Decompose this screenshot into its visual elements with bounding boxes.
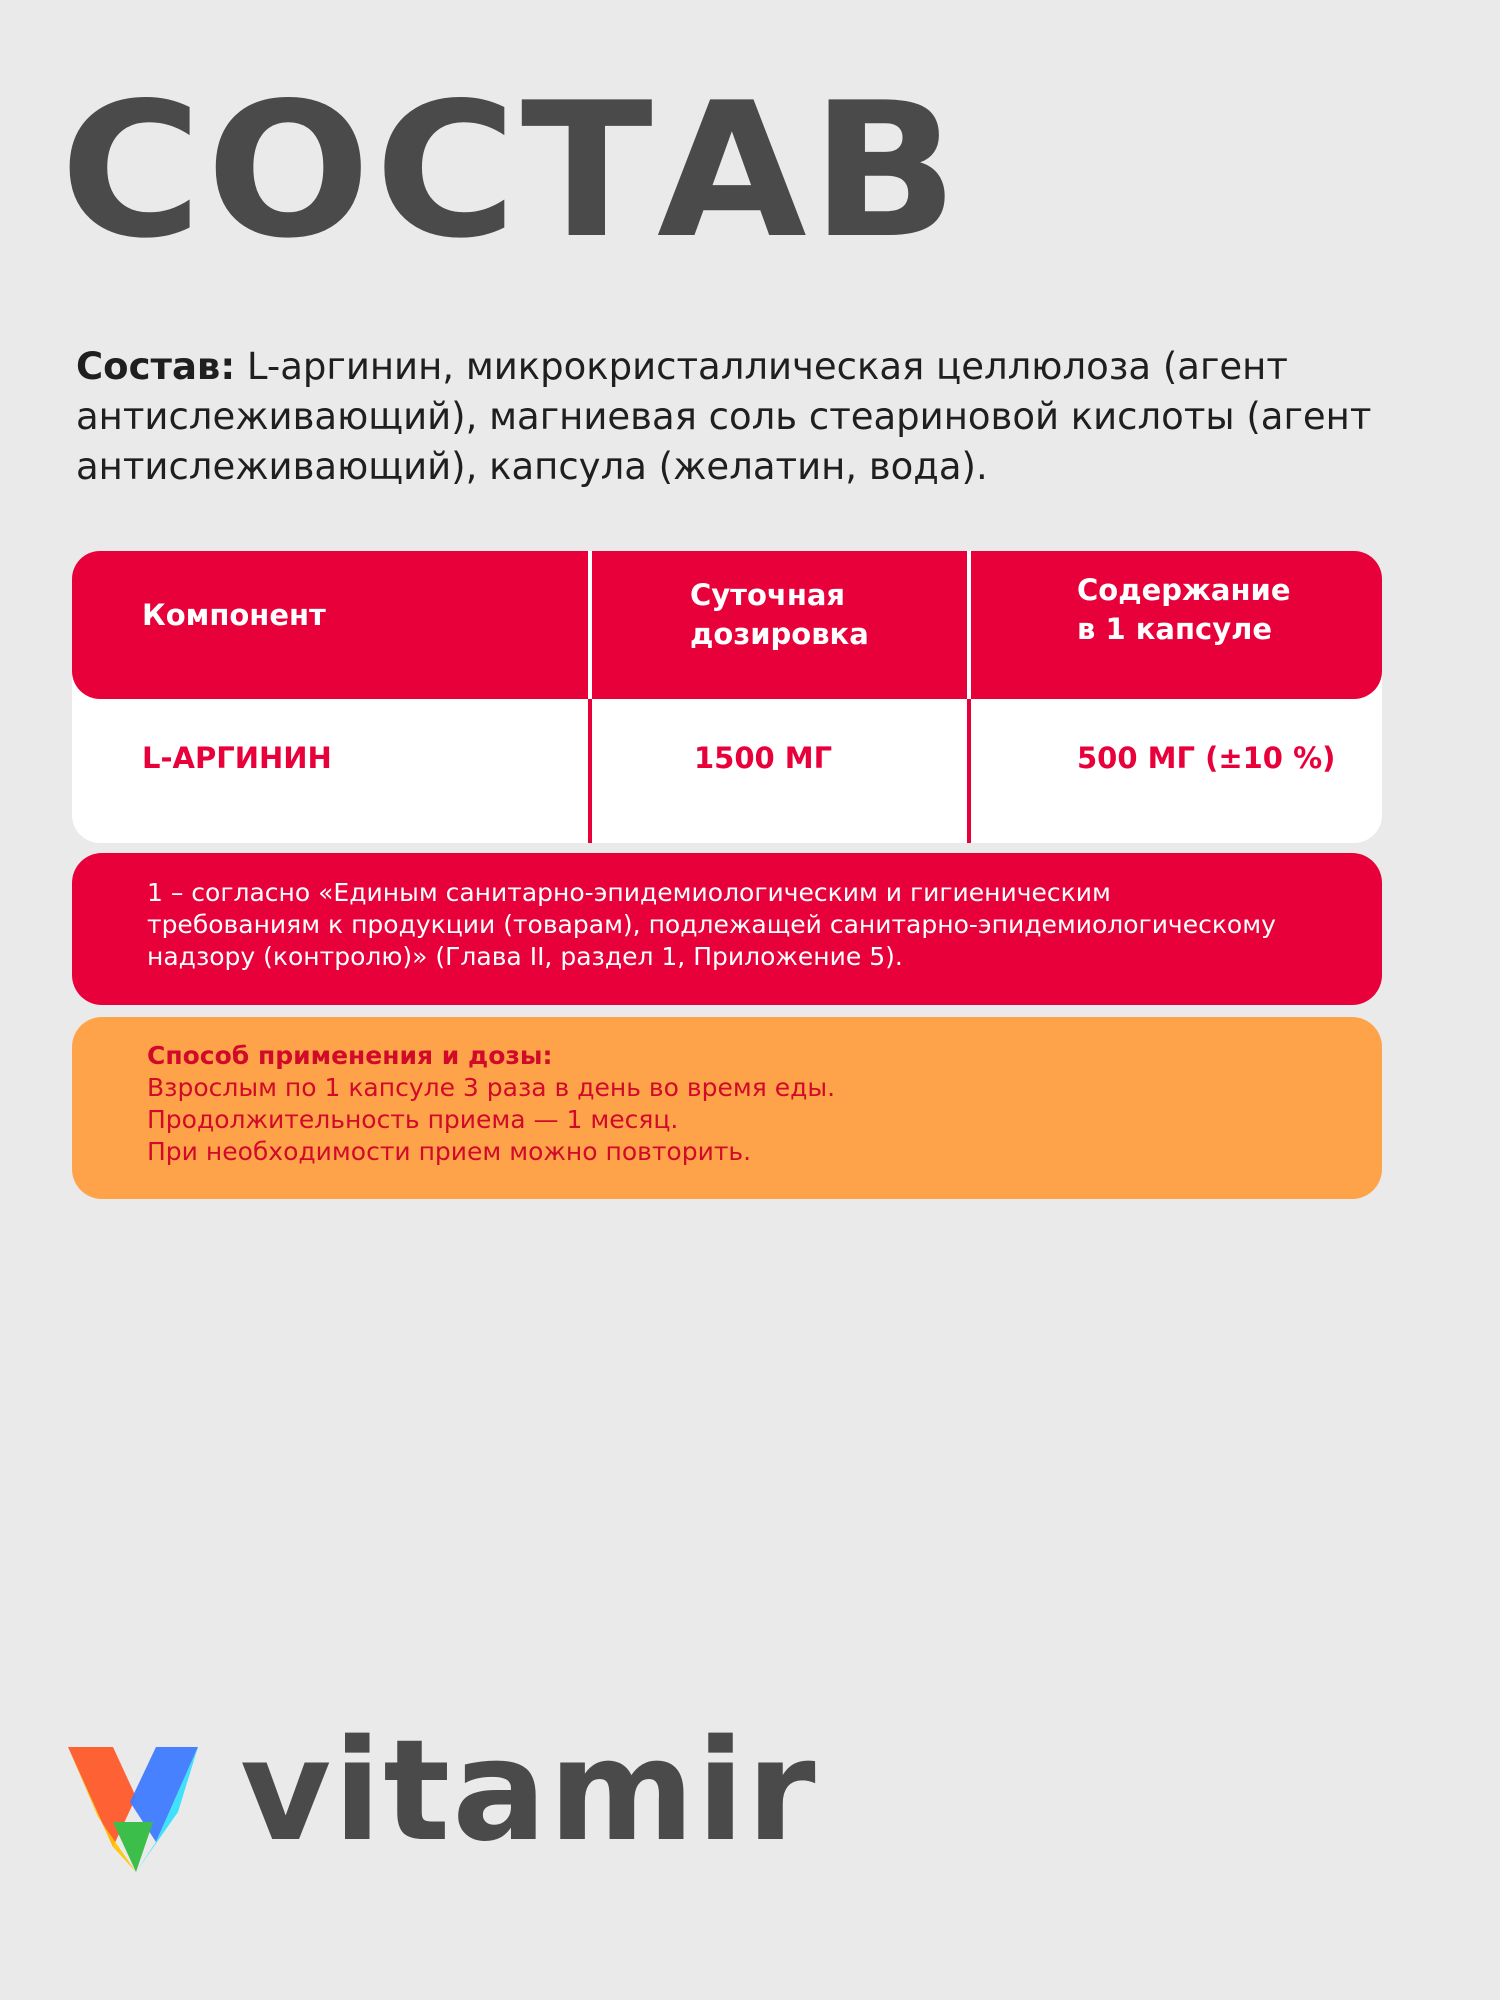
cell-per-capsule: 500 МГ (±10 %)	[1077, 741, 1336, 775]
header-daily-dose-line2: дозировка	[690, 617, 869, 651]
header-per-capsule-line2: в 1 капсуле	[1077, 612, 1273, 646]
page-title: СОСТАВ	[60, 62, 963, 279]
usage-box	[72, 1017, 1382, 1199]
header-divider	[588, 551, 592, 699]
usage-line: При необходимости прием можно повторить.	[147, 1137, 752, 1166]
header-divider	[967, 551, 971, 699]
footnote-line: требованиям к продукции (товарам), подлежащей санитарно-эпидемиологическому	[147, 910, 1276, 939]
usage-text	[147, 1040, 1347, 1168]
cell-daily-dose: 1500 МГ	[694, 741, 833, 775]
composition-label: Состав:	[76, 345, 236, 388]
usage-line: Продолжительность приема — 1 месяц.	[147, 1105, 679, 1134]
composition-text	[76, 342, 1416, 492]
footnote-box	[72, 853, 1382, 1005]
header-daily-dose-line1: Суточная	[690, 578, 846, 612]
footnote-text	[147, 877, 1347, 973]
nutrition-table	[72, 551, 1382, 843]
v-logo-icon	[58, 1742, 208, 1877]
cell-component: L-АРГИНИН	[142, 741, 332, 775]
header-per-capsule	[1077, 571, 1291, 649]
header-daily-dose	[690, 576, 869, 654]
brand-wordmark: vitamir	[240, 1710, 818, 1873]
header-component: Компонент	[142, 598, 326, 632]
usage-line: Взрослым по 1 капсуле 3 раза в день во время еды.	[147, 1073, 836, 1102]
header-per-capsule-line1: Содержание	[1077, 573, 1291, 607]
usage-title: Способ применения и дозы:	[147, 1041, 553, 1070]
footnote-line: надзору (контролю)» (Глава II, раздел 1, Приложение 5).	[147, 942, 903, 971]
composition-body: L-аргинин, микрокристаллическая целлюлоза (агент антислеживающий), магниевая соль стеариновой кислоты (агент антислеживающий), капсула (желатин, вода).	[76, 345, 1372, 488]
footnote-line: 1 – согласно «Единым санитарно-эпидемиологическим и гигиеническим	[147, 878, 1111, 907]
